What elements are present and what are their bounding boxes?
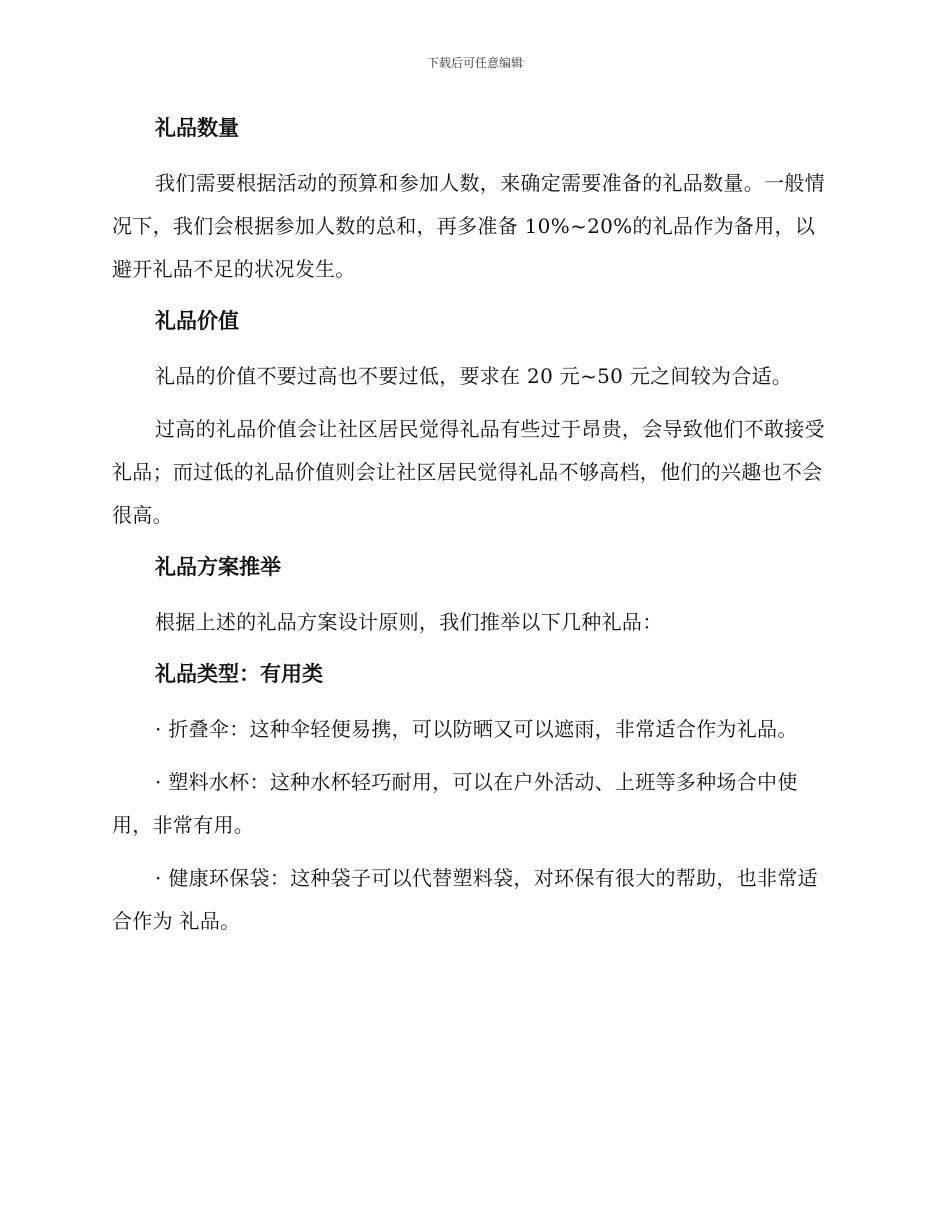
paragraph-gift-recommendation: 根据上述的礼品方案设计原则，我们推举以下几种礼品：: [155, 610, 663, 634]
document-body: [112, 108, 834, 953]
list-item-eco-bag: · 健康环保袋：这种袋子可以代替塑料袋，对环保有很大的帮助，也非常适合作为 礼品。: [112, 866, 818, 933]
heading-gift-recommendation: 礼品方案推举: [155, 555, 281, 579]
list-item-folding-umbrella: · 折叠伞：这种伞轻便易携，可以防晒又可以遮雨，非常适合作为礼品。: [155, 717, 798, 741]
heading-gift-value: 礼品价值: [155, 309, 239, 333]
page-header: 下载后可任意编辑: [426, 56, 523, 70]
paragraph-gift-value-reason: 过高的礼品价值会让社区居民觉得礼品有些过于昂贵，会导致他们不敢接受礼品；而过低的礼品价值则会让社区居民觉得礼品不够高档，他们的兴趣也不会很高。: [112, 417, 825, 527]
paragraph-gift-value-range: 礼品的价值不要过高也不要过低，要求在 20 元~50 元之间较为合适。: [155, 364, 793, 388]
paragraph-gift-quantity: 我们需要根据活动的预算和参加人数，来确定需要准备的礼品数量。一般情况下，我们会根据参加人数的总和，再多准备 10%~20%的礼品作为备用，以避开礼品不足的状况发生。: [112, 171, 825, 281]
heading-gift-quantity: 礼品数量: [155, 116, 239, 140]
list-item-plastic-cup: · 塑料水杯：这种水杯轻巧耐用，可以在户外活动、上班等多种场合中使用，非常有用。: [112, 770, 798, 837]
heading-gift-type: 礼品类型：有用类: [155, 662, 323, 686]
